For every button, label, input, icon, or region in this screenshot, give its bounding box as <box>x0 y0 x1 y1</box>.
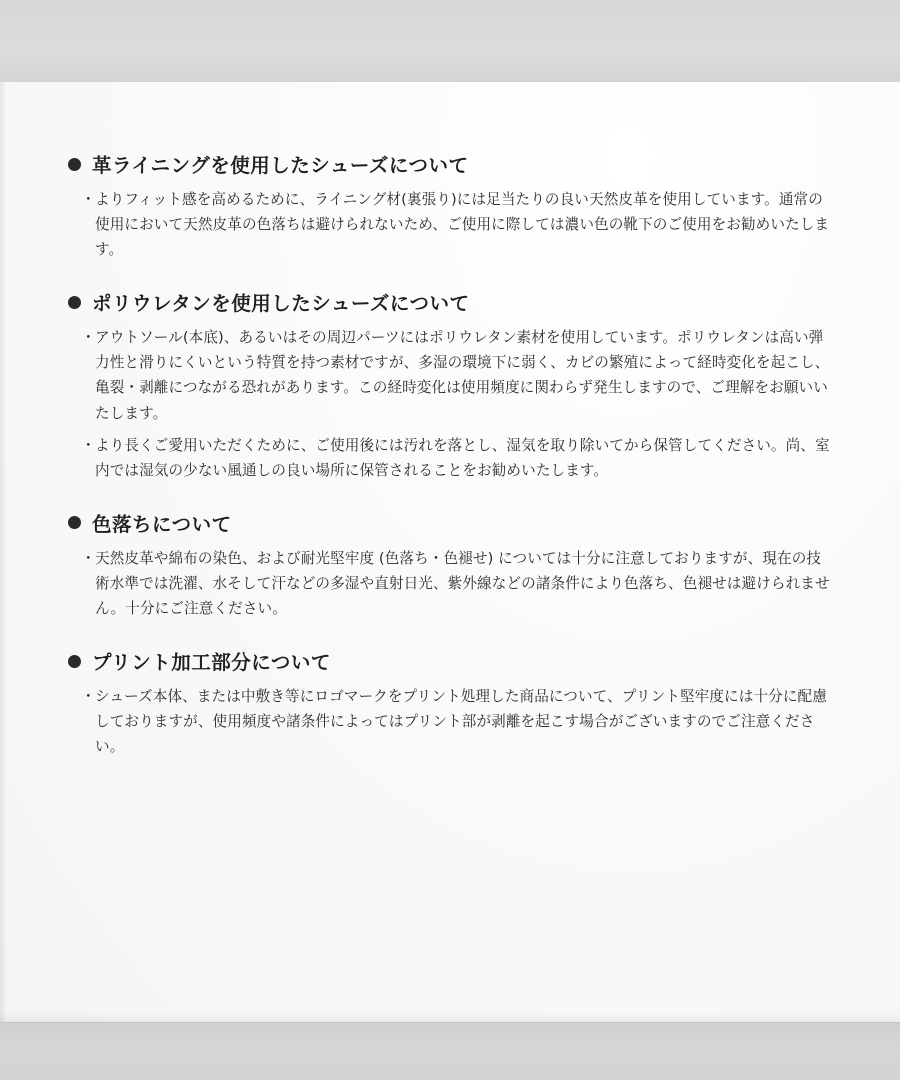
section-heading-text: 革ライニングを使用したシューズについて <box>92 154 469 177</box>
section-color-fading <box>68 509 830 621</box>
section-heading-text: プリント加工部分について <box>92 651 331 675</box>
paragraph <box>81 684 830 759</box>
background-band-bottom <box>0 1022 900 1080</box>
section-body <box>68 684 830 759</box>
section-heading <box>68 150 830 178</box>
filled-circle-icon <box>68 296 81 309</box>
section-heading <box>68 509 830 537</box>
section-body <box>68 546 830 621</box>
filled-circle-icon <box>68 516 81 529</box>
paragraph-text: 天然皮革や綿布の染色、および耐光堅牢度 (色落ち・色褪せ) については十分に注意しておりますが、現在の技術水準では洗濯、水そして汗などの多湿や直射日光、紫外線などの諸条件により色落ち、色褪せは避けられません。十分にご注意ください。 <box>95 549 830 618</box>
care-instructions-content <box>68 150 830 759</box>
paragraph-text: アウトソール(本底)、あるいはその周辺パーツにはポリウレタン素材を使用しています。ポリウレタンは高い弾力性と滑りにくいという特質を持つ素材ですが、多湿の環境下に弱く、カビの繁殖によって経時変化を起こし、亀裂・剥離につながる恐れがあります。この経時変化は使用頻度に関わらず発生しますので、ご理解をお願いいたします。 <box>95 329 830 422</box>
paragraph <box>81 187 830 262</box>
paragraph-bullet-icon: ・ <box>81 436 96 454</box>
paragraph-text: シューズ本体、または中敷き等にロゴマークをプリント処理した商品について、プリント堅牢度には十分に配慮しておりますが、使用頻度や諸条件によってはプリント部が剥離を起こす場合がございますのでご注意ください。 <box>95 688 827 756</box>
section-heading-text: 色落ちについて <box>92 512 232 536</box>
paragraph-bullet-icon: ・ <box>81 688 96 706</box>
section-heading-text: ポリウレタンを使用したシューズについて <box>92 292 470 316</box>
paragraph-bullet-icon: ・ <box>81 191 96 208</box>
section-leather-lining <box>68 150 830 262</box>
paragraph-bullet-icon: ・ <box>81 549 96 567</box>
paragraph-text: よりフィット感を高めるために、ライニング材(裏張り)には足当たりの良い天然皮革を使用しています。通常の使用において天然皮革の色落ちは避けられないため、ご使用に際しては濃い色の靴下のご使用をお勧めいたします。 <box>95 191 830 259</box>
paragraph <box>81 546 830 621</box>
section-printed-parts <box>68 647 830 759</box>
section-polyurethane <box>68 288 830 483</box>
section-body <box>68 187 830 262</box>
paragraph <box>81 325 830 425</box>
paragraph-bullet-icon: ・ <box>81 329 96 347</box>
background-band-top <box>0 0 900 82</box>
filled-circle-icon <box>68 158 81 171</box>
paragraph-text: より長くご愛用いただくために、ご使用後には汚れを落とし、湿気を取り除いてから保管してください。尚、室内では湿気の少ない風通しの良い場所に保管されることをお勧めいたします。 <box>95 436 830 479</box>
section-heading <box>68 647 830 675</box>
section-heading <box>68 288 830 316</box>
paper-left-edge-shadow <box>0 82 7 1022</box>
paragraph <box>81 433 830 483</box>
filled-circle-icon <box>68 655 81 668</box>
section-body <box>68 325 830 483</box>
